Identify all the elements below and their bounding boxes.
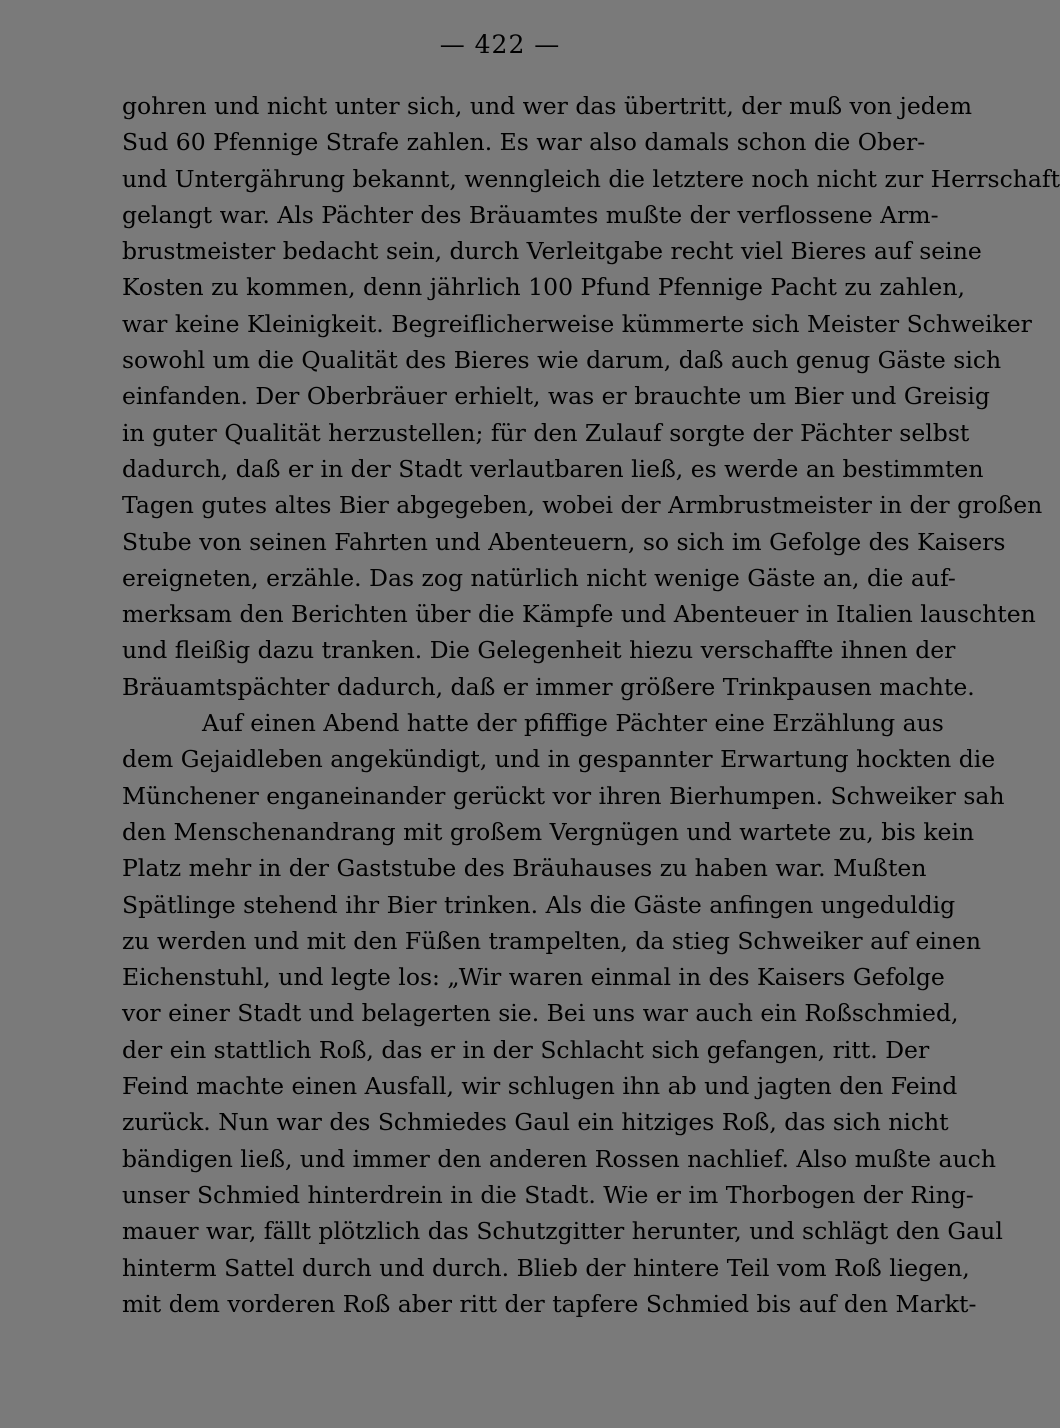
body-text: [122, 88, 1060, 1322]
text-line: merksam den Berichten über die Kämpfe und Abenteuer in Italien lauschten: [122, 600, 1036, 629]
text-line: gohren und nicht unter sich, und wer das übertritt, der muß von jedem: [122, 92, 972, 120]
text-line: dadurch, daß er in der Stadt verlautbaren ließ, es werde an bestimmten: [122, 454, 984, 483]
text-line: war keine Kleinigkeit. Begreiflicherweise kümmerte sich Meister Schweiker: [122, 309, 1032, 338]
text-line: den Menschenandrang mit großem Vergnügen und wartete zu, bis kein: [122, 817, 975, 846]
text-line: mit dem vorderen Roß aber ritt der tapfere Schmied bis auf den Markt-: [122, 1289, 977, 1318]
text-line: mauer war, fällt plötzlich das Schutzgitter herunter, und schlägt den Gaul: [122, 1217, 1003, 1246]
text-line: bändigen ließ, und immer den anderen Rossen nachlief. Also mußte auch: [122, 1144, 996, 1173]
text-line: Kosten zu kommen, denn jährlich 100 Pfund Pfennige Pacht zu zahlen,: [122, 273, 965, 302]
text-line: Spätlinge stehend ihr Bier trinken. Als die Gäste anfingen ungeduldig: [122, 890, 956, 919]
text-line: Platz mehr in der Gaststube des Bräuhauses zu haben war. Mußten: [122, 854, 927, 883]
text-line: Tagen gutes altes Bier abgegeben, wobei der Armbrustmeister in der großen: [122, 491, 1043, 520]
text-line: und fleißig dazu tranken. Die Gelegenheit hiezu verschaffte ihnen der: [122, 636, 956, 665]
page-number: — 422 —: [439, 30, 561, 59]
text-line: gelangt war. Als Pächter des Bräuamtes mußte der verflossene Arm-: [122, 200, 939, 229]
text-line: vor einer Stadt und belagerten sie. Bei uns war auch ein Roßschmied,: [122, 999, 959, 1028]
text-line: Stube von seinen Fahrten und Abenteuern, so sich im Gefolge des Kaisers: [122, 527, 1006, 556]
text-line: und Untergährung bekannt, wenngleich die letztere noch nicht zur Herrschaft: [122, 164, 1060, 193]
text-line: Feind machte einen Ausfall, wir schlugen ihn ab und jagten den Feind: [122, 1072, 958, 1101]
text-line: Bräuamtspächter dadurch, daß er immer größere Trinkpausen machte.: [122, 672, 975, 701]
text-line: sowohl um die Qualität des Bieres wie darum, daß auch genug Gäste sich: [122, 346, 1002, 375]
text-line: Eichenstuhl, und legte los: „Wir waren einmal in des Kaisers Gefolge: [122, 963, 945, 992]
text-line: zurück. Nun war des Schmiedes Gaul ein hitziges Roß, das sich nicht: [122, 1108, 949, 1137]
text-line: brustmeister bedacht sein, durch Verleitgabe recht viel Bieres auf seine: [122, 237, 982, 266]
text-line: zu werden und mit den Füßen trampelten, da stieg Schweiker auf einen: [122, 926, 982, 955]
text-line: ereigneten, erzähle. Das zog natürlich nicht wenige Gäste an, die auf-: [122, 563, 956, 592]
text-line: Sud 60 Pfennige Strafe zahlen. Es war also damals schon die Ober-: [122, 128, 926, 157]
text-line: der ein stattlich Roß, das er in der Schlacht sich gefangen, ritt. Der: [122, 1035, 930, 1064]
text-line: dem Gejaidleben angekündigt, und in gespannter Erwartung hockten die: [122, 745, 996, 774]
text-line: Münchener enganeinander gerückt vor ihren Bierhumpen. Schweiker sah: [122, 781, 1005, 810]
text-line: unser Schmied hinterdrein in die Stadt. Wie er im Thorbogen der Ring-: [122, 1180, 974, 1209]
paragraph-start-line: Auf einen Abend hatte der pfiffige Pächter eine Erzählung aus: [202, 709, 944, 738]
text-line: in guter Qualität herzustellen; für den Zulauf sorgte der Pächter selbst: [122, 418, 970, 447]
text-line: einfanden. Der Oberbräuer erhielt, was er brauchte um Bier und Greisig: [122, 382, 990, 411]
text-line: hinterm Sattel durch und durch. Blieb der hintere Teil vom Roß liegen,: [122, 1253, 970, 1282]
